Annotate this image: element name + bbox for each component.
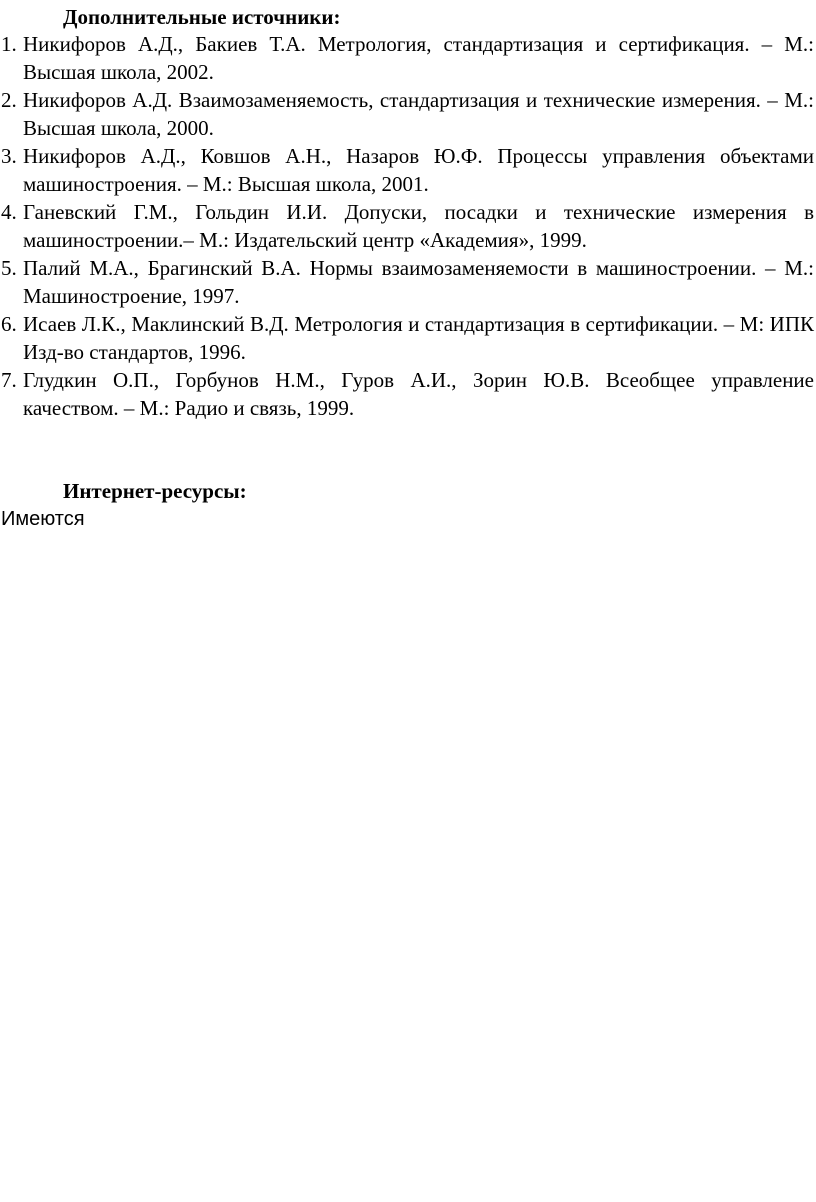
reference-number: 7.	[1, 368, 17, 392]
reference-number: 2.	[1, 88, 17, 112]
additional-sources-heading: Дополнительные источники:	[63, 5, 341, 29]
reference-item-5	[0, 254, 814, 310]
reference-number: 3.	[1, 144, 17, 168]
reference-text: Ганевский Г.М., Гольдин И.И. Допуски, посадки и технические измерения в машиностроении.– М.: Издательский центр «Академия», 1999.	[23, 200, 814, 252]
reference-text: Никифоров А.Д., Ковшов А.Н., Назаров Ю.Ф. Процессы управления объектами машиностроения. – М.: Высшая школа, 2001.	[23, 144, 814, 196]
reference-text: Палий М.А., Брагинский В.А. Нормы взаимозаменяемости в машиностроении. – М.: Машиностроение, 1997.	[23, 256, 814, 308]
reference-item-7	[0, 366, 814, 422]
reference-number: 1.	[1, 32, 17, 56]
internet-resources-text: Имеются	[1, 508, 85, 530]
reference-text: Глудкин О.П., Горбунов Н.М., Гуров А.И., Зорин Ю.В. Всеобщее управление качеством. – М.: Радио и связь, 1999.	[23, 368, 814, 420]
reference-number: 6.	[1, 312, 17, 336]
reference-item-3	[0, 142, 814, 198]
reference-number: 4.	[1, 200, 17, 224]
reference-item-4	[0, 198, 814, 254]
references-list	[0, 30, 814, 422]
reference-text: Никифоров А.Д. Взаимозаменяемость, стандартизация и технические измерения. – М.: Высшая школа, 2000.	[23, 88, 814, 140]
reference-item-2	[0, 86, 814, 142]
reference-item-6	[0, 310, 814, 366]
reference-text: Никифоров А.Д., Бакиев Т.А. Метрология, стандартизация и сертификация. – М.: Высшая школа, 2002.	[23, 32, 814, 84]
internet-resources-heading: Интернет-ресурсы:	[63, 479, 247, 503]
reference-number: 5.	[1, 256, 17, 280]
reference-item-1	[0, 30, 814, 86]
reference-text: Исаев Л.К., Маклинский В.Д. Метрология и стандартизация в сертификации. – М: ИПК Изд-во стандартов, 1996.	[23, 312, 814, 364]
